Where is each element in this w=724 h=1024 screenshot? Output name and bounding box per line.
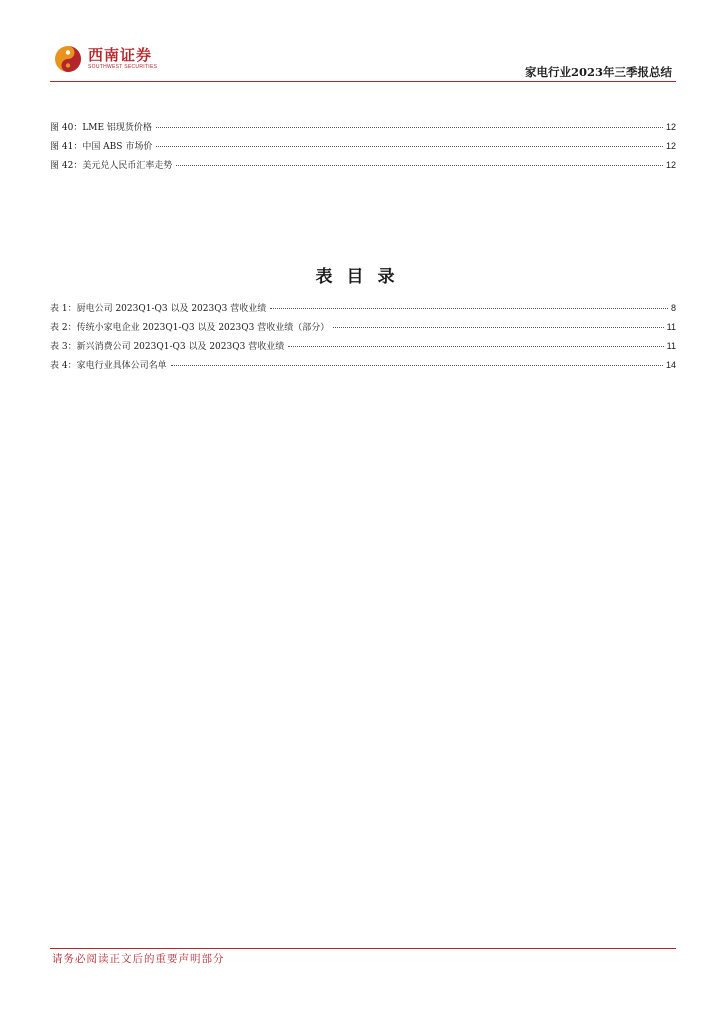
- logo-mark-icon: [54, 45, 82, 73]
- toc-leader-dots: [333, 327, 663, 328]
- toc-entry[interactable]: [50, 342, 676, 361]
- header-divider: [50, 81, 676, 82]
- toc-entry-label: 表 4：家电行业具体公司名单: [50, 361, 167, 371]
- toc-leader-dots: [156, 127, 663, 128]
- toc-entry[interactable]: [50, 304, 676, 323]
- toc-entry-label: 表 1：厨电公司 2023Q1-Q3 以及 2023Q3 营收业绩: [50, 304, 267, 314]
- page-header: [50, 38, 676, 82]
- toc-entry[interactable]: [50, 123, 676, 142]
- logo-text: [88, 47, 157, 71]
- toc-entry-page: 8: [670, 303, 676, 313]
- toc-entry-page: 12: [665, 141, 676, 151]
- toc-entry-page: 12: [665, 160, 676, 170]
- toc-entry[interactable]: [50, 161, 676, 180]
- toc-entry-page: 14: [665, 360, 676, 370]
- report-title: 家电行业2023年三季报总结: [524, 65, 672, 79]
- toc-entry-label: 表 2：传统小家电企业 2023Q1-Q3 以及 2023Q3 营收业绩（部分）: [50, 323, 330, 333]
- logo-chinese-name: 西南证券: [88, 46, 153, 64]
- toc-entry[interactable]: [50, 323, 676, 342]
- toc-leader-dots: [270, 308, 668, 309]
- toc-leader-dots: [171, 365, 663, 366]
- toc-entry-label: 表 3：新兴消费公司 2023Q1-Q3 以及 2023Q3 营收业绩: [50, 342, 285, 352]
- table-toc-heading: 表目录: [315, 267, 409, 287]
- toc-leader-dots: [176, 165, 663, 166]
- footer-divider: [50, 948, 676, 949]
- company-logo: [54, 42, 194, 76]
- toc-entry-page: 12: [665, 122, 676, 132]
- toc-entry[interactable]: [50, 142, 676, 161]
- toc-entry-label: 图 42：美元兑人民币汇率走势: [50, 161, 173, 171]
- figure-toc-list: [50, 123, 676, 180]
- toc-entry-label: 图 40：LME 铝现货价格: [50, 123, 152, 133]
- toc-leader-dots: [288, 346, 663, 347]
- toc-entry-label: 图 41：中国 ABS 市场价: [50, 142, 153, 152]
- footer-disclaimer: 请务必阅读正文后的重要声明部分: [52, 953, 225, 965]
- toc-leader-dots: [156, 146, 663, 147]
- toc-entry-page: 11: [666, 341, 676, 351]
- logo-english-name: SOUTHWEST SECURITIES: [88, 64, 158, 70]
- toc-entry-page: 11: [666, 322, 676, 332]
- table-toc-list: [50, 304, 676, 380]
- toc-entry[interactable]: [50, 361, 676, 380]
